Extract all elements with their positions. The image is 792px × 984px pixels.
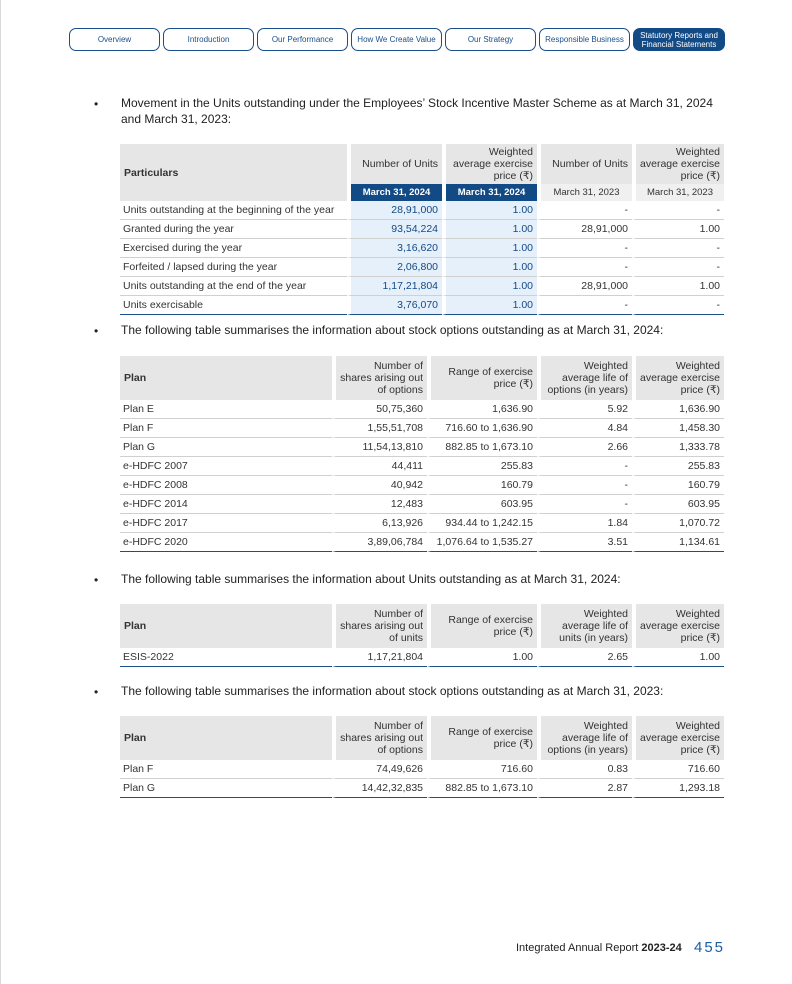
- row-label: e-HDFC 2007: [120, 457, 332, 476]
- row-label: Plan E: [120, 400, 332, 419]
- table-cell: 1.00: [632, 277, 724, 296]
- section-intro-text: The following table summarises the information about stock options outstanding as at March 31, 2023:: [121, 684, 664, 698]
- bullet: •: [94, 97, 99, 111]
- row-label: Units outstanding at the beginning of the year: [120, 201, 347, 220]
- table-cell: 1,636.90: [632, 400, 724, 419]
- table-cell: 716.60: [632, 760, 724, 779]
- col-header: Weighted average life of units (in years): [537, 604, 632, 648]
- table-row: [120, 296, 724, 315]
- col-header: Weighted average exercise price (₹): [442, 144, 537, 184]
- table-cell: 14,42,32,835: [332, 779, 427, 798]
- table-cell: 1,134.61: [632, 533, 724, 552]
- col-header: Weighted average exercise price (₹): [632, 144, 724, 184]
- stock-options-2024-table: [120, 356, 724, 552]
- table-cell: 1,17,21,804: [332, 648, 427, 667]
- table-cell: 160.79: [427, 476, 537, 495]
- table-cell: -: [537, 296, 632, 315]
- table-row: [120, 514, 724, 533]
- table-row: [120, 779, 724, 798]
- table-cell: 1.00: [442, 201, 537, 220]
- table-row: [120, 438, 724, 457]
- table-cell: 3,76,070: [347, 296, 442, 315]
- table-cell: 1,55,51,708: [332, 419, 427, 438]
- table-cell: 93,54,224: [347, 220, 442, 239]
- tab-our-performance[interactable]: Our Performance: [257, 28, 348, 51]
- table-cell: -: [632, 296, 724, 315]
- col-header: Number of shares arising out of options: [332, 356, 427, 400]
- table-cell: 1.00: [442, 296, 537, 315]
- table-row: [120, 495, 724, 514]
- table-cell: 1,17,21,804: [347, 277, 442, 296]
- table-cell: 934.44 to 1,242.15: [427, 514, 537, 533]
- page-number: 455: [694, 939, 726, 956]
- table-cell: 1.00: [442, 239, 537, 258]
- col-header: Number of Units: [347, 144, 442, 184]
- row-label: Plan G: [120, 438, 332, 457]
- col-header: Number of shares arising out of units: [332, 604, 427, 648]
- row-label: e-HDFC 2014: [120, 495, 332, 514]
- table-cell: 3,16,620: [347, 239, 442, 258]
- section-intro-text: Movement in the Units outstanding under the Employees’ Stock Incentive Master Scheme as at March 31, 2024 and March 31, 2023:: [121, 96, 713, 126]
- row-label: Plan F: [120, 419, 332, 438]
- table-cell: 255.83: [427, 457, 537, 476]
- table-cell: 1,333.78: [632, 438, 724, 457]
- table-cell: 1.00: [442, 258, 537, 277]
- tab-responsible-business[interactable]: Responsible Business: [539, 28, 630, 51]
- table-row: [120, 201, 724, 220]
- table-cell: -: [632, 201, 724, 220]
- table-cell: 50,75,360: [332, 400, 427, 419]
- table-row: [120, 277, 724, 296]
- col-header: Weighted average exercise price (₹): [632, 356, 724, 400]
- col-header: Number of shares arising out of options: [332, 716, 427, 760]
- row-label: e-HDFC 2008: [120, 476, 332, 495]
- bullet: •: [94, 573, 99, 587]
- tab-statutory-reports[interactable]: Statutory Reports and Financial Statements: [633, 28, 725, 51]
- table-cell: 1,070.72: [632, 514, 724, 533]
- section-nav: [69, 28, 725, 51]
- table-cell: 28,91,000: [347, 201, 442, 220]
- tab-overview[interactable]: Overview: [69, 28, 160, 51]
- section-intro-text: The following table summarises the information about Units outstanding as at March 31, 2024:: [121, 572, 621, 586]
- table-cell: 882.85 to 1,673.10: [427, 438, 537, 457]
- page-edge: [0, 0, 1, 984]
- col-header: Range of exercise price (₹): [427, 356, 537, 400]
- table-row: [120, 239, 724, 258]
- table-cell: 0.83: [537, 760, 632, 779]
- period-header: March 31, 2024: [347, 184, 442, 201]
- table-cell: 28,91,000: [537, 220, 632, 239]
- row-label: Units outstanding at the end of the year: [120, 277, 347, 296]
- table-cell: 1.00: [442, 220, 537, 239]
- row-label: Units exercisable: [120, 296, 347, 315]
- table-row: [120, 419, 724, 438]
- table-cell: 2.65: [537, 648, 632, 667]
- table-row: [120, 533, 724, 552]
- bullet: •: [94, 324, 99, 338]
- col-header: Weighted average life of options (in years): [537, 356, 632, 400]
- table-cell: 1,076.64 to 1,535.27: [427, 533, 537, 552]
- table-cell: 11,54,13,810: [332, 438, 427, 457]
- table-cell: 1.84: [537, 514, 632, 533]
- report-name: Integrated Annual Report: [516, 942, 639, 954]
- row-label: Forfeited / lapsed during the year: [120, 258, 347, 277]
- table-cell: 44,411: [332, 457, 427, 476]
- row-label: ESIS-2022: [120, 648, 332, 667]
- table-cell: -: [537, 258, 632, 277]
- table-cell: 2.87: [537, 779, 632, 798]
- col-header: Plan: [120, 356, 332, 400]
- period-header: March 31, 2023: [537, 184, 632, 201]
- period-header: March 31, 2024: [442, 184, 537, 201]
- stock-options-2023-table: [120, 716, 724, 798]
- table-cell: 3,89,06,784: [332, 533, 427, 552]
- section-intro-text: The following table summarises the information about stock options outstanding as at March 31, 2024:: [121, 323, 664, 337]
- row-label: e-HDFC 2017: [120, 514, 332, 533]
- table-cell: 603.95: [427, 495, 537, 514]
- table-cell: 12,483: [332, 495, 427, 514]
- table-cell: 716.60 to 1,636.90: [427, 419, 537, 438]
- table-cell: 4.84: [537, 419, 632, 438]
- table-row: [120, 400, 724, 419]
- table-cell: -: [632, 258, 724, 277]
- table-cell: 6,13,926: [332, 514, 427, 533]
- table-cell: 2.66: [537, 438, 632, 457]
- table-cell: 28,91,000: [537, 277, 632, 296]
- col-header: Particulars: [120, 144, 347, 201]
- table-cell: -: [537, 476, 632, 495]
- row-label: e-HDFC 2020: [120, 533, 332, 552]
- row-label: Plan F: [120, 760, 332, 779]
- units-outstanding-2024-table: [120, 604, 724, 667]
- tab-how-we-create-value[interactable]: How We Create Value: [351, 28, 442, 51]
- table-cell: 1,293.18: [632, 779, 724, 798]
- col-header: Weighted average exercise price (₹): [632, 716, 724, 760]
- table-row: [120, 476, 724, 495]
- table-cell: -: [537, 239, 632, 258]
- col-header: Plan: [120, 604, 332, 648]
- table-cell: 1,636.90: [427, 400, 537, 419]
- table-cell: 255.83: [632, 457, 724, 476]
- table-cell: 40,942: [332, 476, 427, 495]
- esis-units-movement-table: [120, 144, 724, 315]
- table-row: [120, 457, 724, 476]
- row-label: Granted during the year: [120, 220, 347, 239]
- table-cell: 603.95: [632, 495, 724, 514]
- tab-our-strategy[interactable]: Our Strategy: [445, 28, 536, 51]
- col-header: Weighted average life of options (in years): [537, 716, 632, 760]
- table-cell: -: [632, 239, 724, 258]
- table-cell: 1.00: [632, 648, 724, 667]
- report-footer: [516, 942, 682, 954]
- table-cell: 1.00: [427, 648, 537, 667]
- table-cell: 74,49,626: [332, 760, 427, 779]
- table-row: [120, 258, 724, 277]
- table-row: [120, 220, 724, 239]
- row-label: Exercised during the year: [120, 239, 347, 258]
- col-header: Weighted average exercise price (₹): [632, 604, 724, 648]
- table-cell: 882.85 to 1,673.10: [427, 779, 537, 798]
- table-cell: 1.00: [442, 277, 537, 296]
- table-cell: -: [537, 495, 632, 514]
- table-cell: 716.60: [427, 760, 537, 779]
- table-row: [120, 760, 724, 779]
- table-cell: 3.51: [537, 533, 632, 552]
- tab-introduction[interactable]: Introduction: [163, 28, 254, 51]
- bullet: •: [94, 685, 99, 699]
- table-cell: 1,458.30: [632, 419, 724, 438]
- period-header: March 31, 2023: [632, 184, 724, 201]
- table-cell: 5.92: [537, 400, 632, 419]
- row-label: Plan G: [120, 779, 332, 798]
- col-header: Number of Units: [537, 144, 632, 184]
- table-cell: 1.00: [632, 220, 724, 239]
- table-cell: -: [537, 201, 632, 220]
- table-cell: 160.79: [632, 476, 724, 495]
- col-header: Range of exercise price (₹): [427, 716, 537, 760]
- table-row: [120, 648, 724, 667]
- table-cell: -: [537, 457, 632, 476]
- table-cell: 2,06,800: [347, 258, 442, 277]
- col-header: Plan: [120, 716, 332, 760]
- col-header: Range of exercise price (₹): [427, 604, 537, 648]
- report-year: 2023-24: [641, 942, 682, 954]
